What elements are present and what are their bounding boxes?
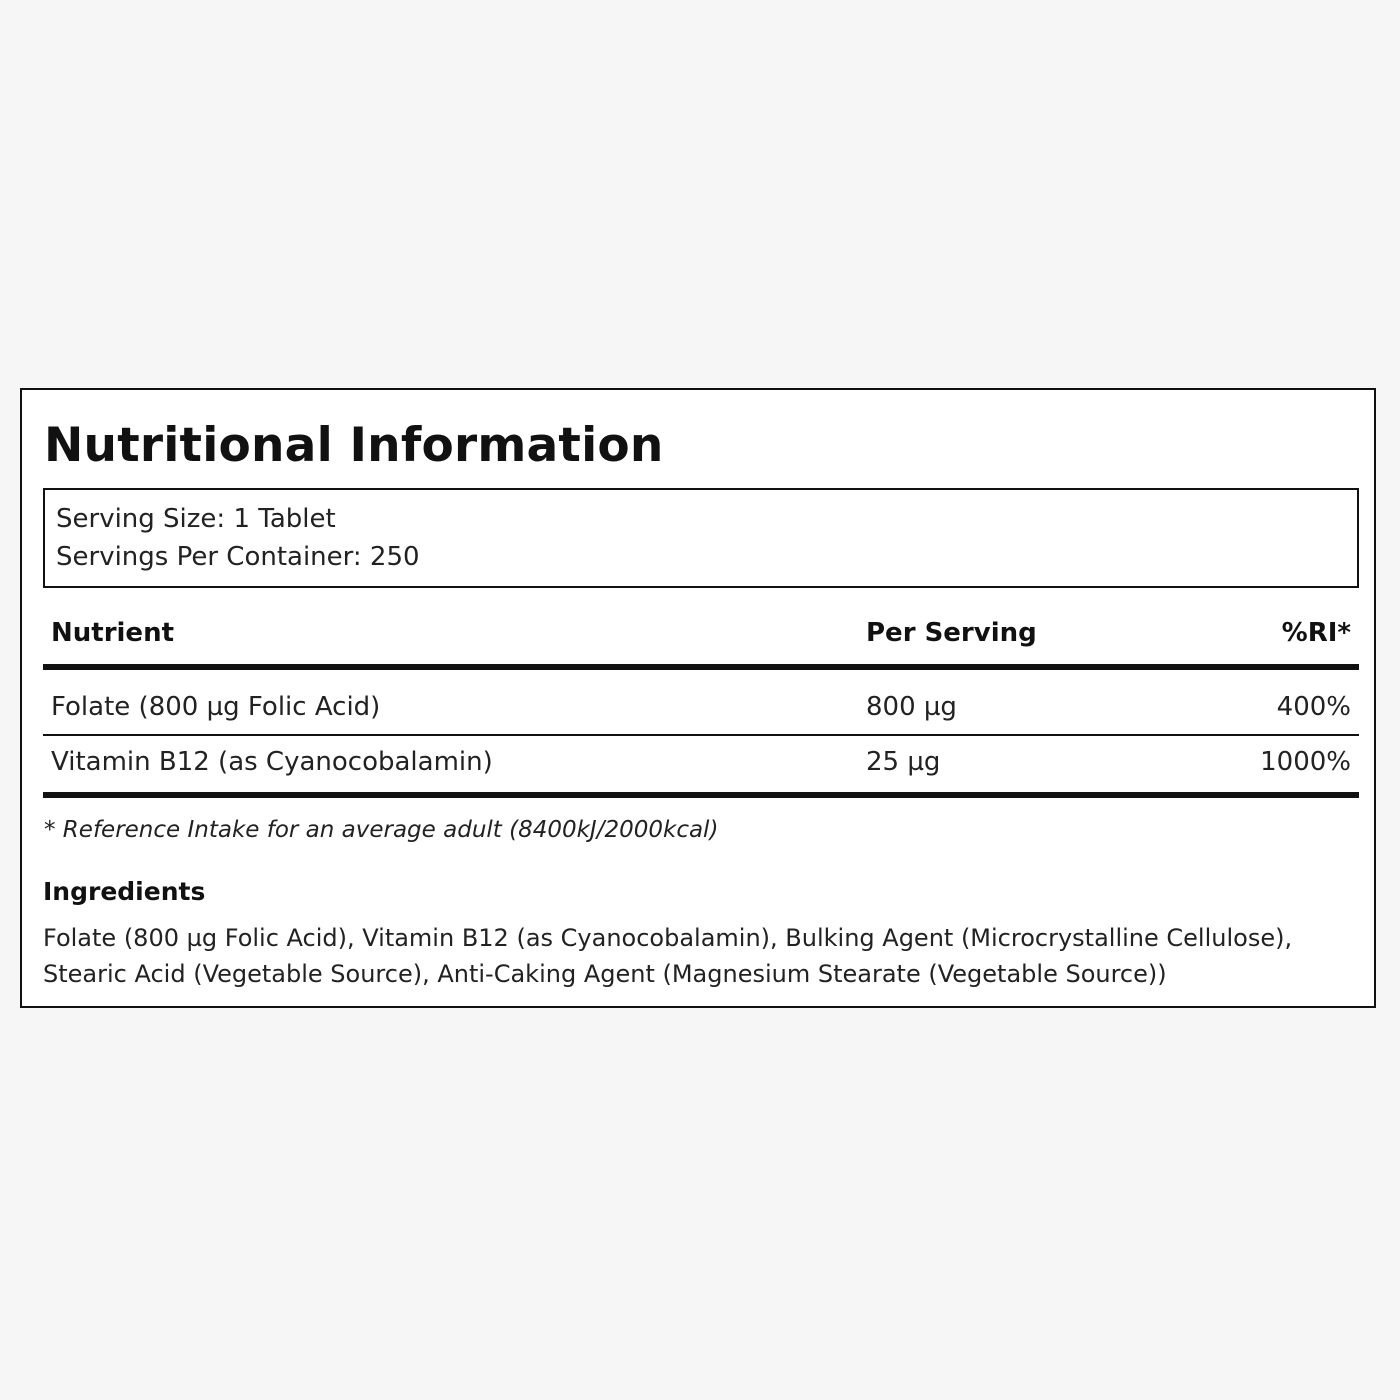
- header-nutrient: Nutrient: [51, 618, 175, 648]
- table-header-row: [43, 608, 1359, 664]
- servings-per-container: Servings Per Container: 250: [56, 542, 420, 572]
- nutrient-name: Folate (800 µg Folic Acid): [51, 692, 381, 722]
- nutrient-ri: 400%: [1276, 692, 1351, 722]
- nutrient-amount: 25 µg: [866, 747, 941, 777]
- panel-title: Nutritional Information: [44, 418, 664, 473]
- nutrient-table: [43, 608, 1359, 798]
- nutrient-name: Vitamin B12 (as Cyanocobalamin): [51, 747, 493, 777]
- ingredients-list: Folate (800 µg Folic Acid), Vitamin B12 (as Cyanocobalamin), Bulking Agent (Microcrystalline Cellulose), Stearic Acid (Vegetable Source), Anti-Caking Agent (Magnesium Stearate (Vegetable Source)): [43, 924, 1293, 988]
- table-bottom-divider: [43, 792, 1359, 798]
- table-row: [43, 670, 1359, 734]
- nutrient-ri: 1000%: [1260, 747, 1351, 777]
- header-per-serving: Per Serving: [866, 618, 1037, 648]
- nutrition-panel: [20, 388, 1376, 1008]
- table-row: [43, 736, 1359, 792]
- ri-footnote: * Reference Intake for an average adult (8400kJ/2000kcal): [44, 817, 719, 843]
- ingredients-title: Ingredients: [43, 877, 206, 906]
- serving-info-box: [43, 488, 1359, 588]
- nutrient-amount: 800 µg: [866, 692, 957, 722]
- header-ri: %RI*: [1281, 618, 1351, 648]
- serving-size: Serving Size: 1 Tablet: [56, 504, 336, 534]
